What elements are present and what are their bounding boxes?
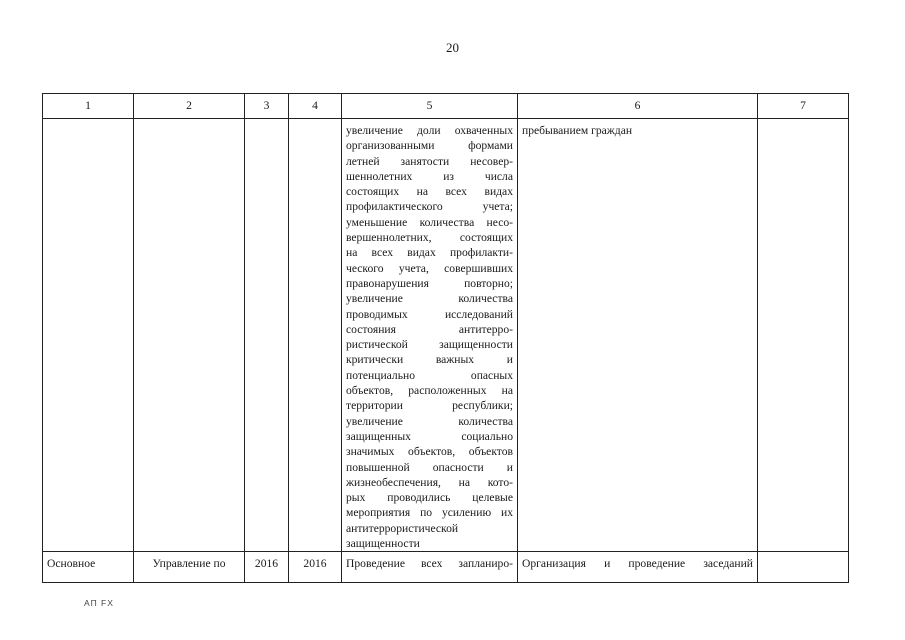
indicator-line: на всех видах профилакти- xyxy=(346,246,513,260)
cell-col2 xyxy=(134,552,245,583)
cell-col2 xyxy=(134,119,245,552)
col6-text: пребыванием граждан xyxy=(522,124,633,137)
activity-text: Организация и проведение заседаний xyxy=(522,557,753,571)
indicator-line: увеличение доли охваченных xyxy=(346,124,513,137)
cell-col1 xyxy=(43,552,134,583)
page-number: 20 xyxy=(446,40,459,55)
table-row xyxy=(43,552,849,583)
cell-col4 xyxy=(289,119,342,552)
indicator-line: уменьшение количества несо- xyxy=(346,215,513,229)
header-cell-4: 4 xyxy=(289,94,342,119)
indicator-line: состояния антитерро- xyxy=(346,322,513,336)
indicator-line: ристической защищенности xyxy=(346,338,513,352)
end-year: 2016 xyxy=(303,557,327,571)
indicator-line: критически важных и xyxy=(346,353,513,367)
header-cell-3: 3 xyxy=(245,94,289,119)
table-row xyxy=(43,119,849,552)
cell-col4 xyxy=(289,552,342,583)
indicator-line: проводимых исследований xyxy=(346,307,513,321)
indicator-line: правонарушения повторно; xyxy=(346,276,513,290)
row-type-text: Основное xyxy=(47,557,96,571)
indicator-line: потенциально опасных xyxy=(346,368,513,382)
indicator-line: увеличение количества xyxy=(346,414,513,428)
cell-col7 xyxy=(758,119,849,552)
indicator-line: антитеррористической xyxy=(346,521,459,535)
indicator-line: состоящих на всех видах xyxy=(346,185,513,199)
header-cell-6: 6 xyxy=(518,94,758,119)
header-cell-7: 7 xyxy=(758,94,849,119)
program-table xyxy=(42,93,849,583)
indicators-text xyxy=(342,119,517,551)
indicator-line: рых проводились целевые xyxy=(346,491,513,505)
cell-col6 xyxy=(518,552,758,583)
indicator-line: увеличение количества xyxy=(346,292,513,306)
indicator-line: мероприятия по усилению их xyxy=(346,506,513,520)
cell-col3 xyxy=(245,119,289,552)
indicator-line: значимых объектов, объектов xyxy=(346,445,513,459)
cell-col7 xyxy=(758,552,849,583)
indicator-line: организованными формами xyxy=(346,139,513,153)
header-cell-1: 1 xyxy=(43,94,134,119)
header-row xyxy=(43,94,849,119)
indicator-line: профилактического учета; xyxy=(346,200,513,214)
indicator-line: защищенности xyxy=(346,537,420,551)
indicator-line: летней занятости несовер- xyxy=(346,154,513,168)
cell-col6 xyxy=(518,119,758,552)
col7-text xyxy=(758,552,848,556)
cell-col5 xyxy=(342,552,518,583)
start-year: 2016 xyxy=(254,557,279,571)
indicator-line: защищенных социально xyxy=(346,429,513,443)
executor-text: Управление по xyxy=(152,557,226,571)
indicator-line: ческого учета, совершивших xyxy=(346,261,513,275)
indicator-line: повышенной опасности и xyxy=(346,460,513,474)
cell-col1 xyxy=(43,119,134,552)
indicator-line: объектов, расположенных на xyxy=(346,384,513,398)
indicator-line: шеннолетних из числа xyxy=(346,169,513,183)
cell-col5-indicators xyxy=(342,119,518,552)
indicator-line: вершеннолетних, состоящих xyxy=(346,231,513,245)
header-cell-2: 2 xyxy=(134,94,245,119)
indicator-line: жизнеобеспечения, на кото- xyxy=(346,475,513,489)
header-cell-5: 5 xyxy=(342,94,518,119)
cell-col3 xyxy=(245,552,289,583)
footer-code: АП FX xyxy=(84,598,114,608)
indicator-line: территории республики; xyxy=(346,399,513,413)
result-text: Проведение всех запланиро- xyxy=(346,557,513,571)
